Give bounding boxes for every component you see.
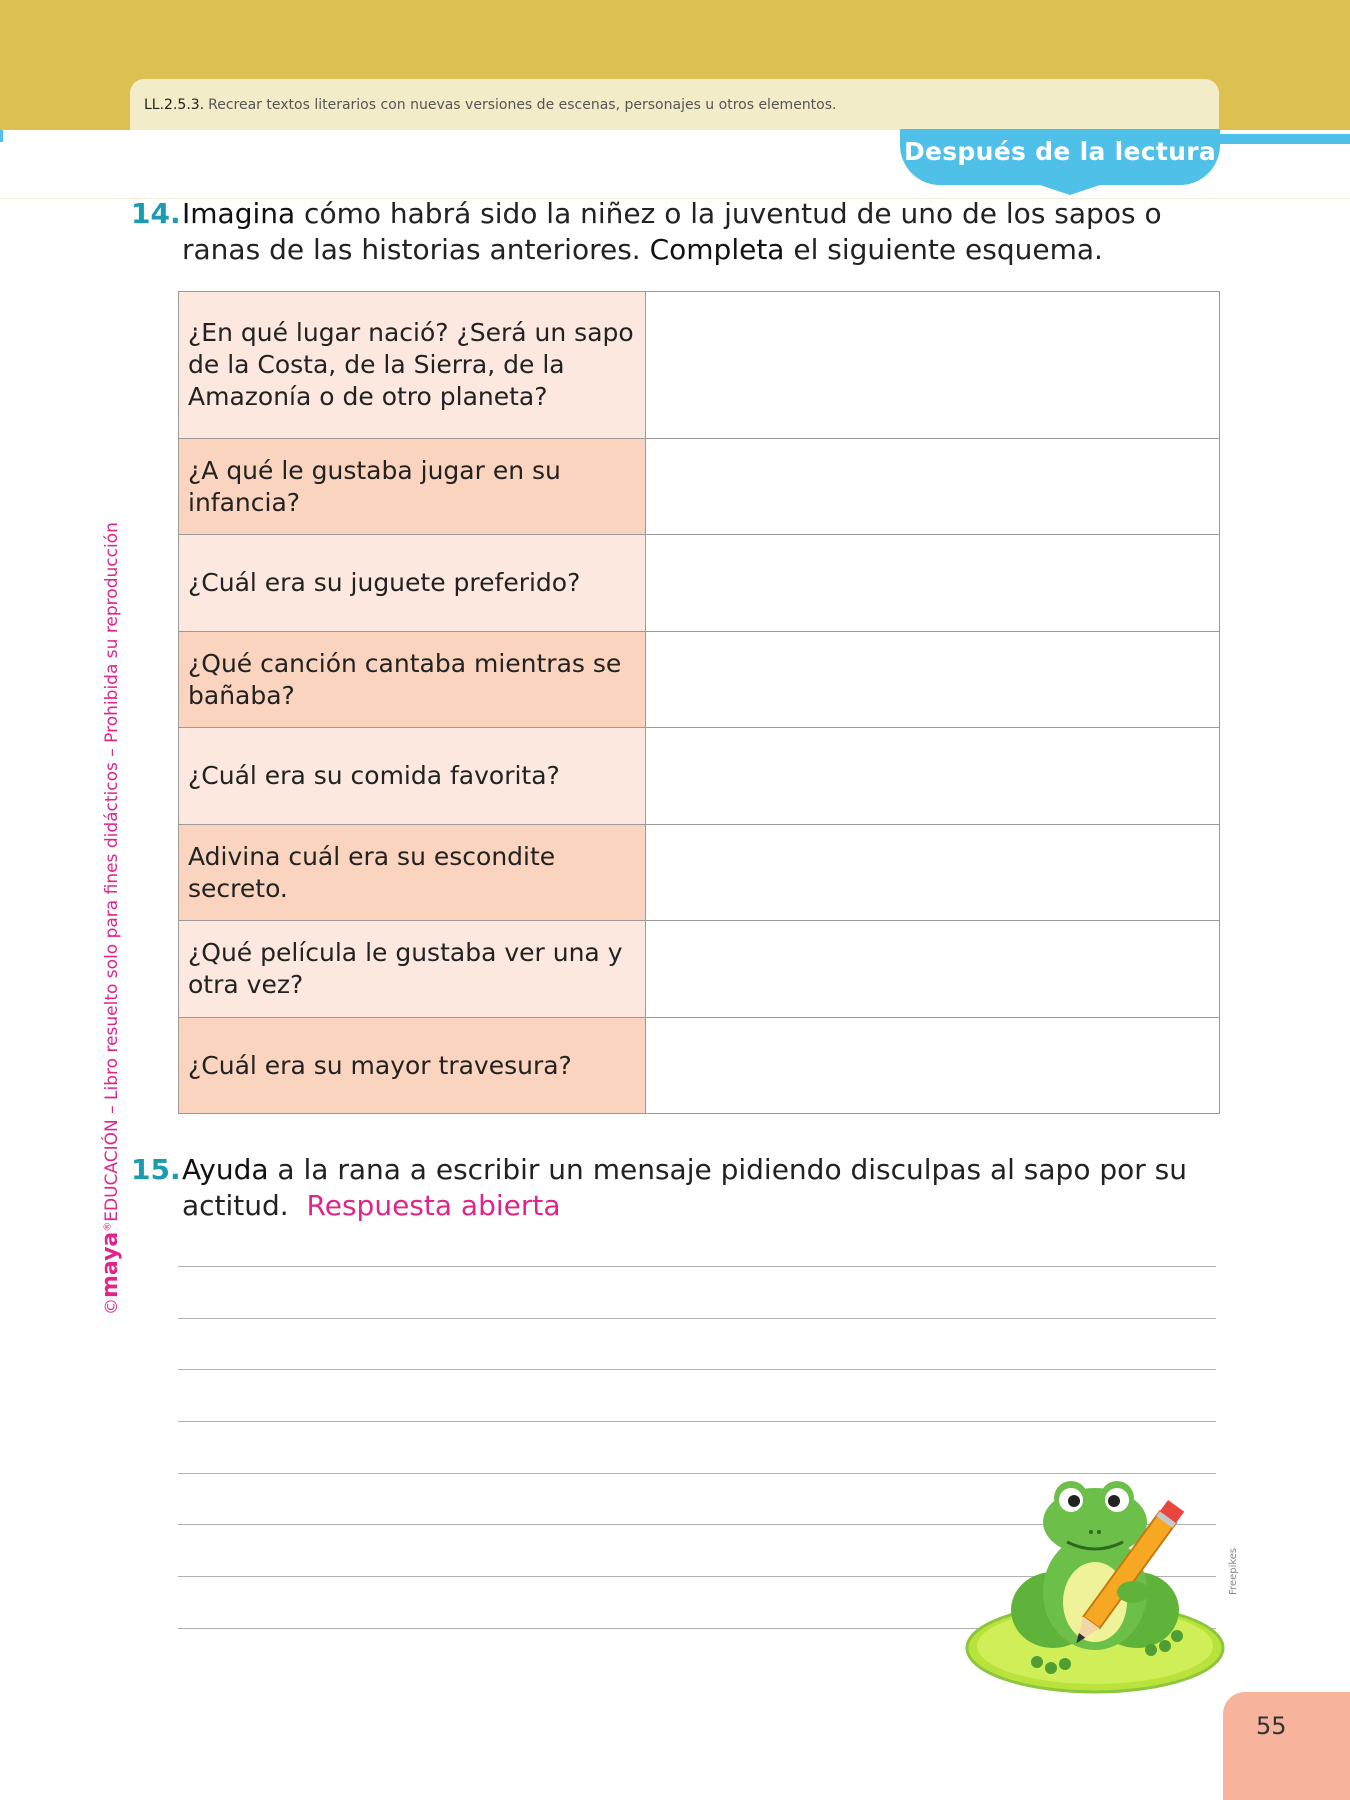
question-14 [131,196,1231,268]
table-row [179,825,1220,921]
section-tab: Después de la lectura [900,129,1220,185]
prompt-cell: ¿A qué le gustaba jugar en su infancia? [179,439,646,535]
prompt-cell: ¿En qué lugar nació? ¿Será un sapo de la Costa, de la Sierra, de la Amazonía o de otro planeta? [179,292,646,439]
writing-line[interactable] [178,1266,1216,1267]
brand-name: maya [98,1231,123,1298]
standard-text: Recrear textos literarios con nuevas versiones de escenas, personajes u otros elementos. [208,96,837,113]
prompt-cell: Adivina cuál era su escondite secreto. [179,825,646,921]
answer-cell[interactable] [646,292,1220,439]
registered-mark: ® [102,1221,114,1232]
answer-cell[interactable] [646,535,1220,632]
copyright-text [98,522,123,1315]
table-row [179,1018,1220,1114]
instruction-verb: Completa [649,233,785,266]
prompt-cell: ¿Qué canción cantaba mientras se bañaba? [179,632,646,728]
question-text-part: a la rana a escribir un mensaje pidiendo disculpas al sapo por su actitud. [182,1153,1188,1222]
answer-cell[interactable] [646,728,1220,825]
question-number: 15. [131,1153,181,1186]
question-text-part: el siguiente esquema. [784,233,1103,266]
question-text [182,1152,1231,1224]
answer-cell[interactable] [646,825,1220,921]
prompt-cell: ¿Qué película le gustaba ver una y otra vez? [179,921,646,1018]
answer-cell[interactable] [646,632,1220,728]
answer-cell[interactable] [646,439,1220,535]
header-band-edge [0,130,3,142]
standard-code: LL.2.5.3. [144,96,205,113]
table-row [179,728,1220,825]
table-row [179,439,1220,535]
scheme-table [178,291,1220,1114]
section-tab-line [1200,134,1350,144]
table-row [179,632,1220,728]
question-text [182,196,1231,268]
answer-cell[interactable] [646,921,1220,1018]
writing-line[interactable] [178,1421,1216,1422]
table-row [179,292,1220,439]
table-row [179,921,1220,1018]
table-row [179,535,1220,632]
prompt-cell: ¿Cuál era su mayor travesura? [179,1018,646,1114]
answer-cell[interactable] [646,1018,1220,1114]
question-15 [131,1152,1231,1224]
image-credit: Freepikes [1228,1547,1239,1595]
prompt-cell: ¿Cuál era su juguete preferido? [179,535,646,632]
writing-line[interactable] [178,1318,1216,1319]
question-text-part: cómo habrá sido la niñez o la juventud de uno de los sapos o ranas de las historias anteriores. [182,197,1162,266]
answer-text: Respuesta abierta [306,1189,561,1222]
prompt-cell: ¿Cuál era su comida favorita? [179,728,646,825]
instruction-verb: Ayuda [182,1153,269,1186]
writing-line[interactable] [178,1473,1216,1474]
copyright-symbol: © [102,1298,122,1315]
instruction-verb: Imagina [182,197,296,230]
writing-line[interactable] [178,1369,1216,1370]
copyright-notice: EDUCACIÓN – Libro resuelto solo para fines didácticos – Prohibida su reproducción [102,522,122,1222]
page-number: 55 [1223,1692,1350,1800]
question-number: 14. [131,197,181,230]
standard-bar [130,79,1219,130]
frog-with-pencil-icon [965,1480,1235,1705]
